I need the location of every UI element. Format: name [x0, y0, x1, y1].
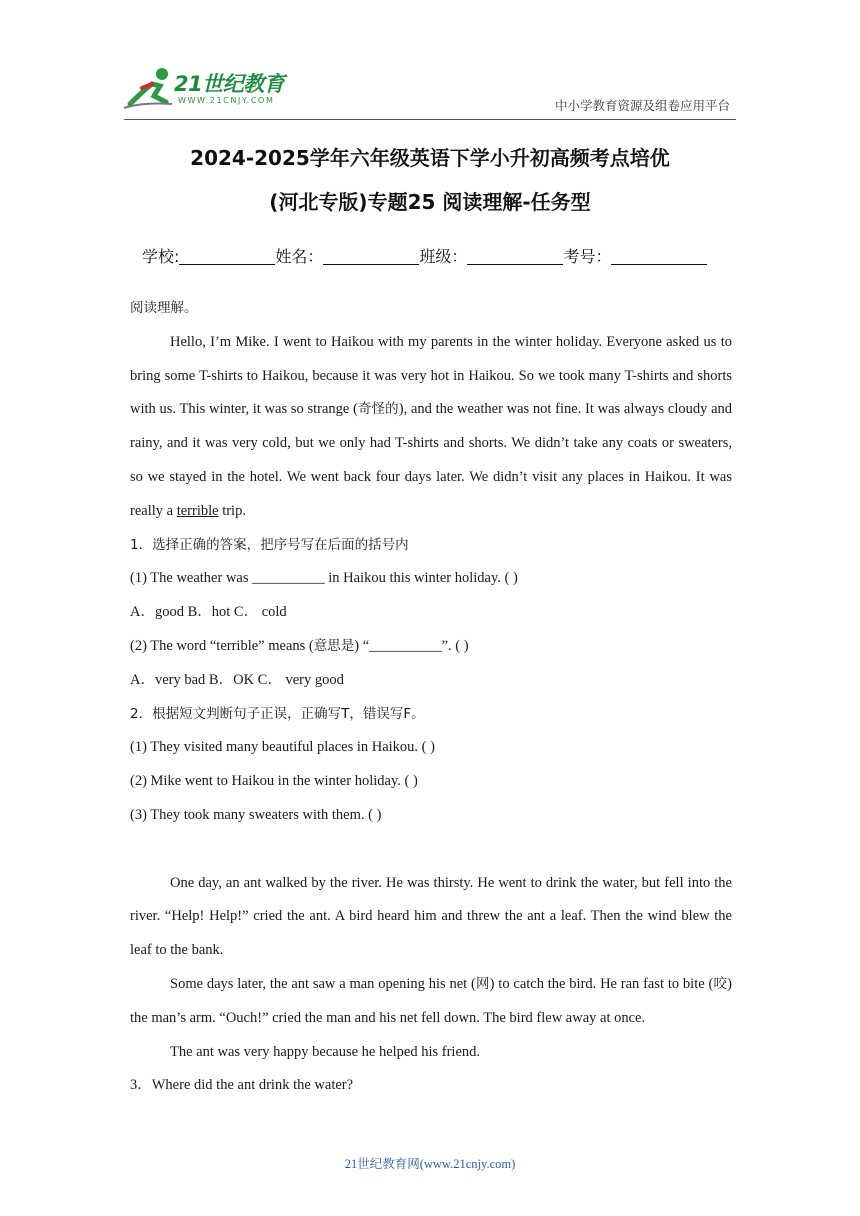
- passage-2-p2-cn2: 咬: [713, 975, 728, 992]
- question-2-1: (1) They visited many beautiful places in Haikou. ( ): [130, 739, 435, 756]
- passage-1-cn: 奇怪的: [357, 401, 399, 418]
- header-divider: [124, 119, 736, 120]
- question-2-title: 2．根据短文判断句子正误，正确写T，错误写F。: [130, 705, 425, 722]
- question-1-2-b: ) “__________”. ( ): [354, 637, 469, 654]
- name-blank[interactable]: [323, 248, 419, 265]
- logo-text: 21世纪教育: [174, 72, 285, 96]
- passage-1-text-c: trip.: [218, 502, 246, 519]
- question-2-2: (2) Mike went to Haikou in the winter holiday. ( ): [130, 773, 418, 790]
- passage-2-p2: [130, 968, 732, 1036]
- question-2-3: (3) They took many sweaters with them. ( ): [130, 806, 382, 823]
- question-3: 3．Where did the ant drink the water?: [130, 1077, 354, 1094]
- school-label: 学校:: [142, 247, 180, 266]
- question-1-title: 1．选择正确的答案，把序号写在后面的括号内: [130, 536, 409, 553]
- student-info-row: [142, 244, 707, 267]
- passage-2-p2-a: Some days later, the ant saw a man opening his net (: [170, 975, 476, 992]
- section-intro: 阅读理解。: [130, 300, 198, 316]
- question-1-2-a: (2) The word “terrible” means (: [130, 637, 314, 654]
- runner-logo-icon: [122, 66, 178, 112]
- class-blank[interactable]: [467, 248, 563, 265]
- section-spacer: [130, 833, 732, 867]
- number-label: 考号：: [563, 247, 612, 266]
- passage-1-text-a: Hello, I’m Mike. I went to Haikou with my parents in the winter holiday. Everyone asked us to bring some T-shirts to Haikou, because it was very hot in Haikou. So we took many T-shirts and shorts with us. This winter, it was so strange (: [130, 333, 732, 418]
- name-label: 姓名：: [275, 247, 324, 266]
- passage-2-p1: One day, an ant walked by the river. He was thirsty. He went to drink the water, but fell into the river. “Help! Help!” cried the ant. A bird heard him and threw the ant a leaf. Then the wind blew the leaf to the bank.: [130, 874, 732, 959]
- document-body: [130, 292, 732, 1103]
- question-1-1-options: A．good B．hot C． cold: [130, 604, 287, 621]
- passage-1: [130, 326, 732, 529]
- question-1-2: [130, 630, 732, 664]
- number-blank[interactable]: [611, 248, 707, 265]
- class-label: 班级：: [419, 247, 468, 266]
- title-line-2: (河北专版)专题25 阅读理解-任务型: [269, 190, 591, 214]
- title-line-1: 2024-2025学年六年级英语下学小升初高频考点培优: [190, 146, 670, 170]
- logo: [122, 66, 292, 112]
- page-header: [0, 0, 860, 120]
- passage-2-p2-c: ) the man’s arm. “Ouch!” cried the man and his net fell down. The bird flew away at once.: [130, 975, 733, 1026]
- passage-2-p3: The ant was very happy because he helped his friend.: [170, 1043, 481, 1060]
- passage-2-p2-cn1: 网: [475, 975, 490, 992]
- logo-url: WWW.21CNJY.COM: [178, 96, 275, 105]
- page-footer: 21世纪教育网(www.21cnjy.com): [344, 1157, 516, 1171]
- header-platform-text: 中小学教育资源及组卷应用平台: [554, 98, 730, 113]
- passage-1-underlined-word: terrible: [176, 502, 219, 519]
- question-1-2-cn: 意思是: [313, 637, 355, 654]
- question-1-2-options: A．very bad B．OK C． very good: [130, 671, 344, 688]
- school-blank[interactable]: [179, 248, 275, 265]
- passage-2-p2-b: ) to catch the bird. He ran fast to bite (: [489, 975, 714, 992]
- question-1-1: (1) The weather was __________ in Haikou this winter holiday. ( ): [130, 570, 518, 587]
- passage-1-text-b: ), and the weather was not fine. It was always cloudy and rainy, and it was very cold, but we only had T-shirts and shorts. We didn’t take any coats or sweaters, so we stayed in the hotel. We went back four days later. We didn’t visit any places in Haikou. It was really a: [130, 401, 733, 519]
